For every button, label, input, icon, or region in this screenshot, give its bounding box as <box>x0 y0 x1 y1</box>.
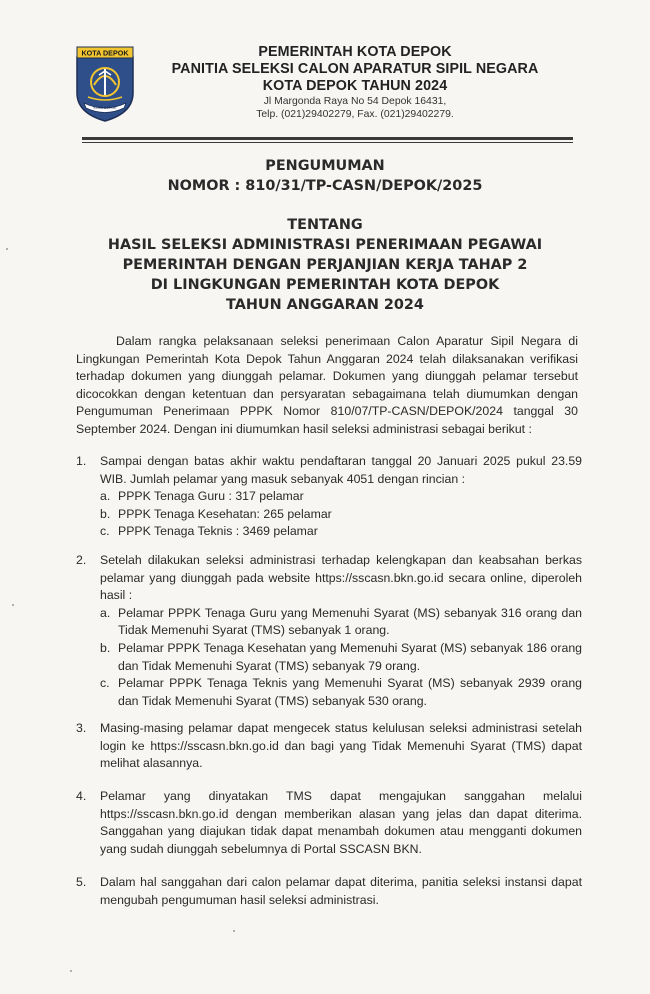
sub-item-marker: a. <box>100 605 111 620</box>
scan-speck <box>233 930 235 932</box>
letterhead-government: PEMERINTAH KOTA DEPOK <box>258 44 452 60</box>
subject-about: TENTANG <box>287 217 363 233</box>
sub-item <box>100 605 582 640</box>
sub-item-text: Pelamar PPPK Tenaga Kesehatan yang Memenuhi Syarat (MS) sebanyak 186 orang dan Tidak Memenuhi Syarat (TMS) sebanyak 79 orang. <box>118 640 582 673</box>
sub-item <box>100 640 582 675</box>
sub-item-text: PPPK Tenaga Teknis : 3469 pelamar <box>118 524 318 539</box>
depok-city-emblem <box>74 45 136 123</box>
list-item-number: 1. <box>76 454 87 468</box>
sub-item-marker: c. <box>100 524 110 539</box>
list-item-text: Dalam hal sanggahan dari calon pelamar dapat diterima, panitia seleksi instansi dapat mengubah pengumuman hasil seleksi administrasi. <box>100 875 582 907</box>
emblem-icon <box>74 45 136 123</box>
list-item <box>76 788 582 858</box>
scan-speck <box>6 248 8 250</box>
sub-item-text: Pelamar PPPK Tenaga Teknis yang Memenuhi Syarat (MS) sebanyak 2939 orang dan Tidak Memenuhi Syarat (TMS) sebanyak 530 orang. <box>118 676 582 708</box>
list-item <box>76 453 582 541</box>
letterhead-year: KOTA DEPOK TAHUN 2024 <box>262 78 448 94</box>
sub-item-marker: b. <box>100 640 111 655</box>
list-item-text: Sampai dengan batas akhir waktu pendaftaran tanggal 20 Januari 2025 pukul 23.59 WIB. Jumlah pelamar yang masuk sebanyak 4051 dengan rincian : <box>100 454 582 486</box>
letterhead-committee: PANITIA SELEKSI CALON APARATUR SIPIL NEGARA <box>171 61 539 77</box>
scan-speck <box>70 970 72 972</box>
list-item-number: 4. <box>76 789 87 803</box>
scan-speck <box>12 604 14 606</box>
subject-line-3: DI LINGKUNGAN PEMERINTAH KOTA DEPOK <box>150 277 500 293</box>
sub-item-marker: b. <box>100 506 111 521</box>
sub-item-marker: c. <box>100 676 110 691</box>
announcement-title: PENGUMUMAN <box>265 158 385 174</box>
letterhead-phone: Telp. (021)29402279, Fax. (021)29402279. <box>256 109 454 120</box>
list-item <box>76 720 582 773</box>
letterhead-address: Jl Margonda Raya No 54 Depok 16431, <box>263 96 447 107</box>
emblem-label: KOTA DEPOK <box>81 48 129 58</box>
sub-item-text: PPPK Tenaga Kesehatan: 265 pelamar <box>118 506 332 521</box>
letterhead-divider-thin <box>82 142 573 143</box>
sub-item <box>100 488 582 506</box>
intro-paragraph: Dalam rangka pelaksanaan seleksi penerimaan Calon Aparatur Sipil Negara di Lingkungan Pemerintah Kota Depok Tahun Anggaran 2024 telah dilaksanakan verifikasi terhadap dokumen yang diunggah pelamar. Dokumen yang diunggah pelamar tersebut dicocokkan dengan ketentuan dan persyaratan sebagaimana telah diumumkan dengan Pengumuman Penerimaan PPPK Nomor 810/07/TP-CASN/DEPOK/2024 tanggal 30 September 2024. Dengan ini diumumkan hasil seleksi administrasi sebagai berikut : <box>76 334 578 436</box>
sub-item <box>100 523 582 541</box>
list-item-number: 5. <box>76 875 87 889</box>
list-item-text: Setelah dilakukan seleksi administrasi terhadap kelengkapan dan keabsahan berkas pelamar yang diunggah pada website https://sscasn.bkn.go.id secara online, diperoleh hasil : <box>100 553 582 603</box>
sub-item <box>100 506 582 524</box>
list-item-text: Pelamar yang dinyatakan TMS dapat mengajukan sanggahan melalui https://sscasn.bkn.go.id dengan memberikan alasan yang jelas dan dapat diterima. Sanggahan yang diajukan tidak dapat menambah dokumen atau mengganti dokumen yang sudah diunggah sebelumnya di Portal SSCASN BKN. <box>100 789 582 856</box>
list-item-number: 2. <box>76 553 87 567</box>
subject-line-1: HASIL SELEKSI ADMINISTRASI PENERIMAAN PEGAWAI <box>107 237 543 253</box>
list-item <box>76 552 582 710</box>
announcement-subject <box>0 215 650 315</box>
list-item-text: Masing-masing pelamar dapat mengecek status kelulusan seleksi administrasi setelah login ke https://sscasn.bkn.go.id dan bagi yang Tidak Memenuhi Syarat (TMS) dapat melihat alasannya. <box>100 721 582 771</box>
sub-item-text: PPPK Tenaga Guru : 317 pelamar <box>118 489 304 504</box>
announcement-heading <box>0 156 650 196</box>
subject-line-4: TAHUN ANGGARAN 2024 <box>226 297 424 313</box>
subject-line-2: PEMERINTAH DENGAN PERJANJIAN KERJA TAHAP 2 <box>122 257 528 273</box>
letterhead <box>140 44 570 121</box>
sub-item <box>100 675 582 710</box>
letterhead-divider-thick <box>82 137 573 140</box>
emblem-ribbon-text: KOTA DEPOK <box>93 106 117 110</box>
list-item <box>76 874 582 909</box>
announcement-number: NOMOR : 810/31/TP-CASN/DEPOK/2025 <box>167 178 483 194</box>
list-item-number: 3. <box>76 721 87 735</box>
sub-item-marker: a. <box>100 489 111 504</box>
sub-item-text: Pelamar PPPK Tenaga Guru yang Memenuhi Syarat (MS) sebanyak 316 orang dan Tidak Memenuhi Syarat (TMS) sebanyak 1 orang. <box>118 605 582 638</box>
